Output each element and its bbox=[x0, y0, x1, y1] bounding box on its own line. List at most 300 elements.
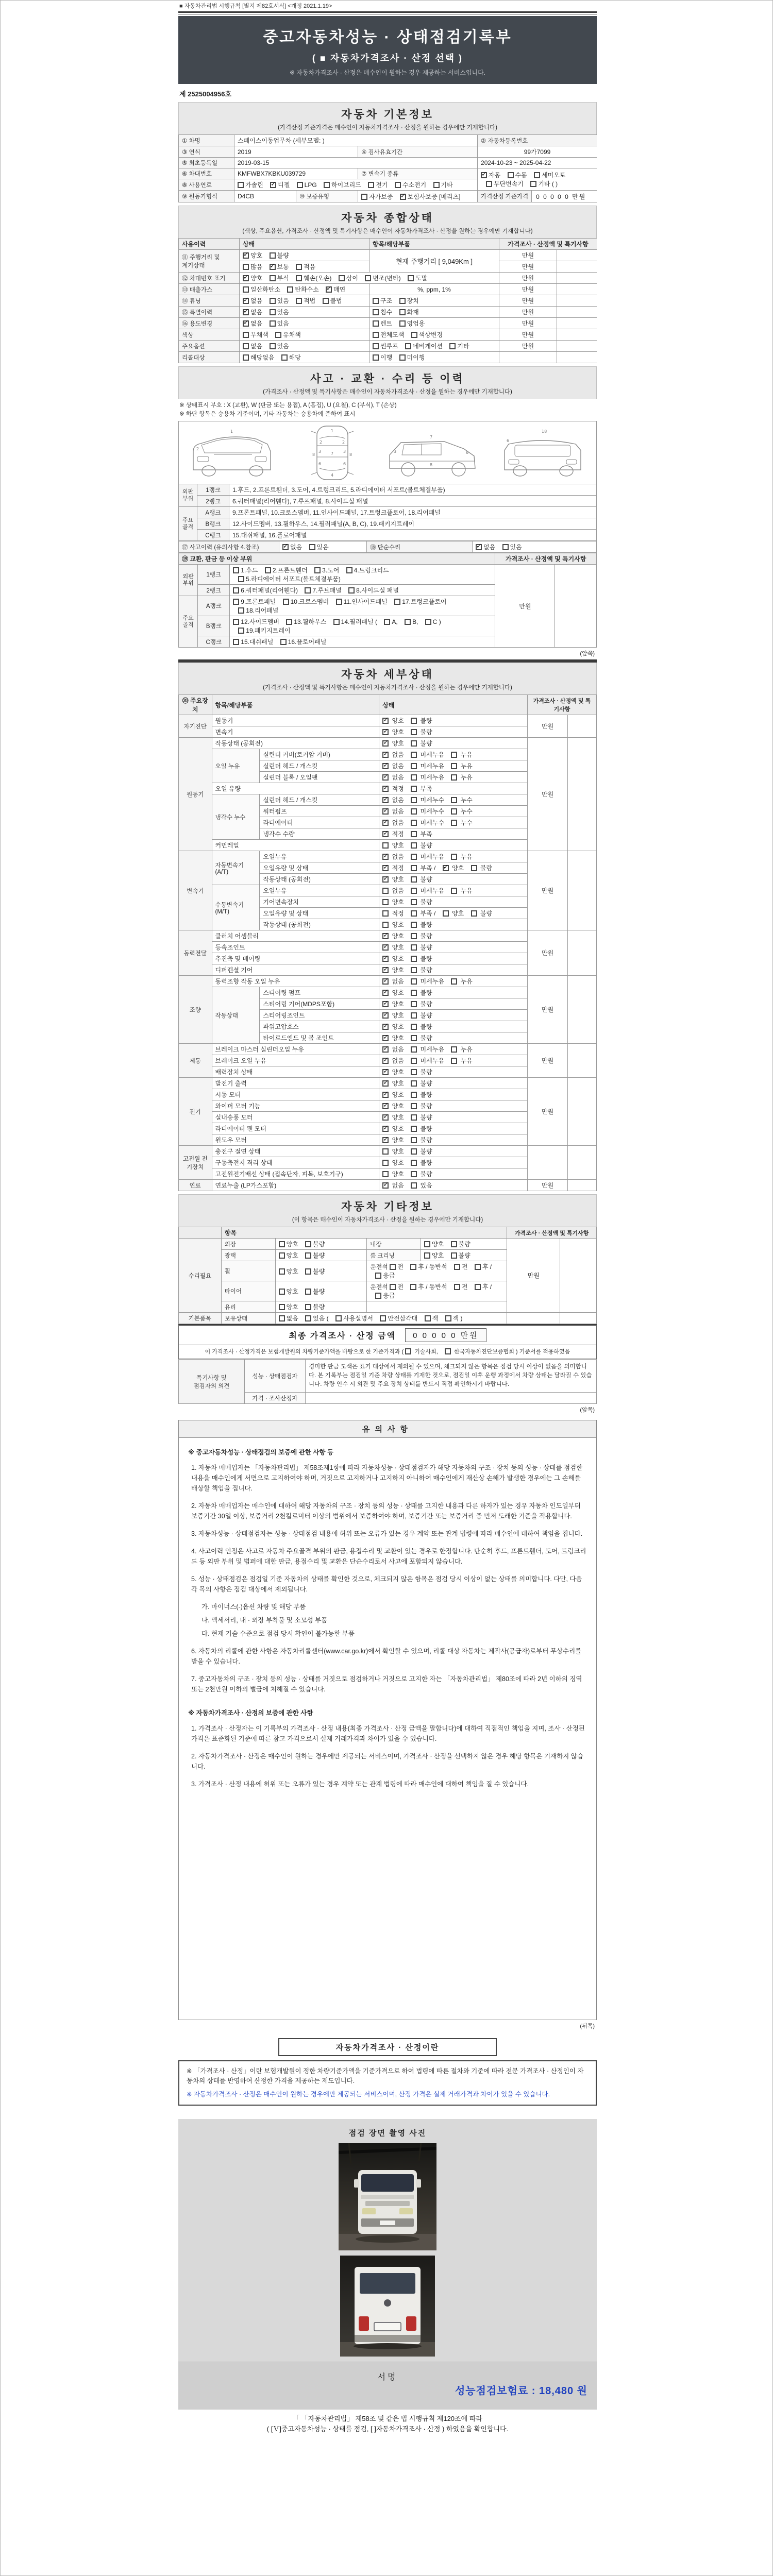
section-accident-title: 사고 · 교환 · 수리 등 이력 bbox=[310, 373, 465, 385]
engine-leak-item: 실린더 커버(로커암 커버) bbox=[260, 749, 379, 760]
steering-state: ✓ 양호 불량 bbox=[379, 987, 527, 998]
note-cell bbox=[557, 273, 597, 284]
legend-rankB-label: B랭크 bbox=[197, 518, 229, 530]
footer-confirmation bbox=[178, 2410, 597, 2434]
rank1-parts: 1.후드 2.프론트휀더 3.도어 4.트렁크리드 5.라디에이터 서포트(볼트체결부품) bbox=[230, 565, 495, 585]
steering-item: 타이로드엔드 및 볼 조인트 bbox=[260, 1032, 379, 1044]
legend-group-frame: 주요골격 bbox=[179, 507, 197, 541]
coolant-item: 워터펌프 bbox=[260, 806, 379, 817]
opinion-appraiser-label: 가격 · 조사산정자 bbox=[245, 1393, 306, 1404]
note-cell bbox=[560, 1239, 597, 1313]
reg-no-label: ② 자동차등록번호 bbox=[478, 135, 597, 146]
steering-state: ✓ 양호 불량 bbox=[379, 1010, 527, 1021]
note-cell bbox=[557, 284, 597, 295]
detail-h-state: 상태 bbox=[379, 695, 527, 715]
section-basic-subtitle: (가격산정 기준가격은 매수인이 자동차가격조사 · 산정을 원하는 경우에만 기재합니다) bbox=[278, 125, 497, 131]
opinion-appraiser-text bbox=[306, 1393, 597, 1404]
notices-title: 유의사항 bbox=[178, 1420, 597, 1438]
document-number: 제 2525004956호 bbox=[179, 90, 232, 98]
etc-table bbox=[178, 1227, 597, 1324]
fuel-value: 가솔린 ✓디젤 LPG 하이브리드 전기 수소전기 기타 bbox=[234, 179, 478, 191]
exchange-rank-table bbox=[178, 553, 597, 648]
etc-state-tire: 양호 불량 bbox=[275, 1281, 367, 1301]
etc-state-polish: 양호 불량 bbox=[275, 1250, 367, 1261]
svg-text:3: 3 bbox=[318, 449, 321, 454]
electric-item: 발전기 출력 bbox=[212, 1078, 379, 1089]
notice-item: 7. 중고자동차의 구조 · 장치 등의 성능 · 상태를 거짓으로 점검하거나 거짓으로 고지한 자는 「자동차관리법」 제80조에 따라 2년 이하의 징역 또는 2천만원 이하의 벌금에 처해질 수 있습니다. bbox=[191, 1675, 582, 1693]
notice-item: 4. 사고이력 인정은 사고로 자동차 주요골격 부위의 판금, 용접수리 및 교환이 있는 경우로 한정합니다. 단순히 후드, 프론트휀더, 도어, 트렁크리드 등 외판 부위 및 범퍼에 대한 판금, 용접수리 및 교환은 단순수리로서 사고에 포함되지 않습니다. bbox=[191, 1548, 586, 1565]
accident-history-row bbox=[178, 541, 597, 553]
steering-item: 스티어링 기어(MDPS포함) bbox=[260, 998, 379, 1010]
price-cell: 만원 bbox=[499, 318, 557, 329]
first-reg-value: 2019-03-15 bbox=[234, 158, 478, 168]
price-cell: 만원 bbox=[527, 851, 568, 930]
photo-section-title: 점검 장면 촬영 사진 bbox=[348, 2129, 427, 2138]
detail-h-device: ⑳ 주요장치 bbox=[179, 695, 212, 715]
powertrain-state: ✓ 양호 불량 bbox=[379, 930, 527, 942]
notices-section bbox=[178, 1420, 597, 2020]
svg-text:1: 1 bbox=[230, 429, 233, 434]
section-accident-subtitle: (가격조사 · 산정액 및 특기사항은 매수인이 자동차가격조사 · 산정을 원하는 경우에만 기재합니다) bbox=[263, 389, 512, 395]
accident-history-label: ⑰ 사고이력 (유의사항 4.참조) bbox=[179, 541, 279, 553]
svg-text:8: 8 bbox=[430, 462, 433, 467]
electric-state: ✓ 양호 불량 bbox=[379, 1123, 527, 1134]
price-cell: 만원 bbox=[527, 1078, 568, 1146]
note-cell bbox=[557, 307, 597, 318]
at-group: 자동변속기 (A/T) bbox=[212, 851, 260, 885]
inspection-period-value: 2024-10-23 ~ 2025-04-22 bbox=[478, 158, 597, 168]
fuel-group: 연료 bbox=[179, 1180, 212, 1191]
common-rail: 커먼레일 bbox=[212, 840, 379, 851]
note-cell bbox=[560, 1313, 597, 1324]
mileage-current: 현재 주행거리 [ 9,049Km ] bbox=[369, 250, 499, 273]
powertrain-item: 클러치 어셈블리 bbox=[212, 930, 379, 942]
svg-text:2: 2 bbox=[342, 439, 345, 445]
overall-h-item: 항목/해당부품 bbox=[369, 239, 499, 250]
svg-text:7: 7 bbox=[430, 434, 433, 439]
hv-item: 충전구 절연 상태 bbox=[212, 1146, 379, 1157]
final-price-value: 0 0 0 0 0 만원 bbox=[405, 1328, 486, 1342]
note-cell bbox=[557, 329, 597, 341]
electric-state: ✓ 양호 불량 bbox=[379, 1100, 527, 1112]
rankC-label: C랭크 bbox=[198, 636, 230, 648]
svg-text:6: 6 bbox=[318, 461, 321, 466]
note-cell bbox=[568, 1078, 597, 1146]
notice-item: 1. 가격조사 · 산정자는 이 기록부의 가격조사 · 산정 내용(최종 가격조사 · 산정 금액을 말합니다)에 대하여 직접적인 책임을 지며, 조사 · 산정된 가격은 표준화된 기준에 따른 참고 가격으로서 실제 거래가격과 차이가 있을 수 있습니다. bbox=[191, 1725, 585, 1742]
color-label: 색상 bbox=[179, 329, 240, 341]
overall-h-state: 상태 bbox=[240, 239, 369, 250]
note-cell bbox=[557, 261, 597, 273]
steering-leak: 동력조향 작동 오일 누유 bbox=[212, 976, 379, 987]
opinion-table bbox=[178, 1359, 597, 1404]
engine-oil-level-state: ✓ 적정 부족 bbox=[379, 783, 527, 794]
electric-group: 전기 bbox=[179, 1078, 212, 1146]
hv-state: 양호 불량 bbox=[379, 1168, 527, 1180]
selfdiag-group: 자기진단 bbox=[179, 715, 212, 738]
opinion-text: 경미한 판금 도색은 표기 대상에서 제외될 수 있으며, 체크되지 않은 항목은 점검 당시 이상이 없음을 의미합니다. 본 기록부는 점검일 기준 차량 상태를 기재한 것으로, 점검일 이후 운행 과정에서 차량 상태는 달라질 수 있습니다. 차량 인수 시 외관 및 주요 장치 상태를 반드시 직접 확인하시기 바랍니다. bbox=[306, 1360, 597, 1393]
notices-sub2: ※ 자동차가격조사 · 산정의 보증에 관한 사항 bbox=[188, 1709, 313, 1717]
rank1-label: 1랭크 bbox=[198, 565, 230, 585]
vin-mark-state: ✓ 양호 부식 훼손(오손) 상이 변조(변타) 도말 bbox=[240, 273, 499, 284]
coolant-item: 냉각수 수량 bbox=[260, 828, 379, 840]
price-cell bbox=[499, 352, 557, 363]
exchange-note-cell bbox=[555, 565, 597, 648]
steering-item: 스티어링 펌프 bbox=[260, 987, 379, 998]
common-rail-state: 양호 불량 bbox=[379, 840, 527, 851]
signature-bar bbox=[178, 2362, 597, 2410]
inspection-photo-front bbox=[339, 2143, 436, 2250]
rank-legend-table bbox=[178, 484, 597, 541]
special-history-label: ⑮ 특별이력 bbox=[179, 307, 240, 318]
powertrain-item: 추진축 및 베어링 bbox=[212, 953, 379, 964]
steering-state: ✓ 양호 불량 bbox=[379, 1032, 527, 1044]
price-cell: 만원 bbox=[527, 930, 568, 976]
section-etc bbox=[178, 1194, 597, 1227]
svg-text:8: 8 bbox=[349, 452, 352, 457]
section-accident bbox=[178, 366, 597, 399]
price-cell bbox=[527, 1146, 568, 1180]
powertrain-state: ✓ 양호 불량 bbox=[379, 953, 527, 964]
detail-h-item: 항목/해당부품 bbox=[212, 695, 379, 715]
hv-state: 양호 불량 bbox=[379, 1146, 527, 1157]
note-cell bbox=[568, 715, 597, 738]
rankB-parts: 12.사이드멤버 13.휠하우스 14.필러패널 ( A, B, C ) 19.패키지트레이 bbox=[230, 616, 495, 636]
etc-state-glass: 양호 불량 bbox=[275, 1301, 367, 1313]
mt-item: 기어변속장치 bbox=[260, 896, 379, 908]
mileage-state-1: ✓양호 불량 bbox=[240, 250, 369, 261]
price-cell: 만원 bbox=[527, 1044, 568, 1078]
at-item: 작동상태 (공회전) bbox=[260, 874, 379, 885]
electric-state: ✓ 양호 불량 bbox=[379, 1078, 527, 1089]
engine-type-value: D4CB bbox=[234, 191, 296, 202]
price-appraisal-box bbox=[178, 2060, 597, 2106]
svg-text:2: 2 bbox=[196, 446, 199, 451]
coolant-item: 실린더 헤드 / 개스킷 bbox=[260, 794, 379, 806]
note-cell bbox=[557, 295, 597, 307]
notice-item: 2. 자동차가격조사 · 산정은 매수인이 원하는 경우에만 제공되는 서비스이며, 가격조사 · 산정을 선택하지 않은 경우 해당 항목은 기재하지 않습니다. bbox=[191, 1753, 583, 1770]
legend-group-outer: 외판부위 bbox=[179, 484, 197, 507]
etc-state-exterior: 양호 불량 bbox=[275, 1239, 367, 1250]
simple-repair-state: ✓ 없음 있음 bbox=[473, 541, 597, 553]
svg-text:6: 6 bbox=[506, 438, 510, 443]
photo-section bbox=[178, 2119, 597, 2410]
tuning-state: ✓ 없음 있음 적법 불법 bbox=[240, 295, 369, 307]
svg-text:1: 1 bbox=[330, 428, 333, 433]
engine-idle-state: ✓ 양호 불량 bbox=[379, 738, 527, 749]
mt-state: 양호 불량 bbox=[379, 896, 527, 908]
recall-label: 리콜대상 bbox=[179, 352, 240, 363]
footer-line-1: 「 「자동차관리법」 제58조 및 같은 법 시행규칙 제120조에 따라 bbox=[293, 2415, 482, 2423]
selfdiag-transmission: 변속기 bbox=[212, 726, 379, 738]
rank2-parts: 6.쿼터패널(리어휀다) 7.루브패널 8.사이드실 패널 bbox=[230, 585, 495, 596]
fuel-state: ✓ 없음 있음 bbox=[379, 1180, 527, 1191]
price-cell: 만원 bbox=[527, 738, 568, 851]
car-diagram-front-quarter-icon bbox=[184, 425, 281, 481]
car-diagram-rear-quarter-icon bbox=[494, 425, 591, 481]
section-detail bbox=[178, 663, 597, 694]
at-item: 오일누유 bbox=[260, 851, 379, 862]
mt-state: 양호 불량 bbox=[379, 919, 527, 930]
hv-group: 고전원 전기장치 bbox=[179, 1146, 212, 1180]
double-rule bbox=[178, 11, 597, 14]
hold-state-label: 보유상태 bbox=[221, 1313, 275, 1324]
electric-item: 윈도우 모터 bbox=[212, 1134, 379, 1146]
recall-detail: 이행 미이행 bbox=[369, 352, 499, 363]
etc-item-exterior: 외장 bbox=[221, 1239, 275, 1250]
price-cell: 만원 bbox=[499, 273, 557, 284]
frame-group: 주요골격 bbox=[179, 596, 198, 648]
section-basic-title: 자동차 기본정보 bbox=[341, 109, 434, 121]
engine-group: 원동기 bbox=[179, 738, 212, 851]
price-cell: 만원 bbox=[527, 976, 568, 1044]
coolant-item: 라디에이터 bbox=[260, 817, 379, 828]
brake-state: ✓ 양호 불량 bbox=[379, 1066, 527, 1078]
outer-panel-group: 외판부위 bbox=[179, 565, 198, 596]
rankC-parts: 15.대쉬패널 16.플로어패널 bbox=[230, 636, 495, 648]
brake-item: 브레이크 오일 누유 bbox=[212, 1055, 379, 1066]
legend-rankC-label: C랭크 bbox=[197, 530, 229, 541]
year-value: 2019 bbox=[234, 146, 358, 158]
etc-h-blank bbox=[179, 1227, 222, 1239]
state-symbol-note-1: ※ 상태표시 부호 : X (교환), W (판금 또는 용접), A (흠집), U (요철), C (부식), T (손상) bbox=[179, 402, 397, 409]
etc-item-interior: 내장 bbox=[367, 1239, 421, 1250]
note-cell bbox=[568, 1044, 597, 1078]
notice-item: 2. 자동차 매매업자는 매수인에 대하여 해당 자동차의 구조 · 장치 등의 성능 · 상태를 고지한 내용과 다른 하자가 있는 경우 자동차 인도일부터 보증기간 30일 이상, 보증거리 2천킬로미터 이상의 범위에서 보증하여야 하며, 보증기간 또는 보증거리 중 먼저 도래한 기준을 적용합니다. bbox=[191, 1502, 581, 1520]
basic-info-table bbox=[178, 134, 597, 202]
document-title: 중고자동차성능 · 상태점검기록부 bbox=[263, 29, 512, 46]
price-appraisal-text-1: ※ 「가격조사 · 산정」이란 보험개발원이 정한 차량기준가액을 기준가격으로 하여 법령에 따른 절차와 기준에 따라 전문 가격조사 · 산정인이 자동차의 상태를 반영하여 산정한 가격을 제공하는 제도입니다. bbox=[187, 2067, 584, 2085]
electric-item: 시동 모터 bbox=[212, 1089, 379, 1100]
notice-subitem: 가. 마이너스(-)옵션 차량 및 해당 부품 bbox=[201, 1603, 306, 1611]
hv-item: 고전원전기배선 상태 (접속단자, 피복, 보호기구) bbox=[212, 1168, 379, 1180]
electric-item: 와이퍼 모터 기능 bbox=[212, 1100, 379, 1112]
price-cell: 만원 bbox=[499, 307, 557, 318]
overall-table bbox=[178, 238, 597, 363]
base-price-label: 가격산정 기준가격 bbox=[478, 191, 532, 202]
powertrain-group: 동력전달 bbox=[179, 930, 212, 976]
section-detail-title: 자동차 세부상태 bbox=[341, 669, 434, 681]
steering-leak-state: ✓ 없음 미세누유 누유 bbox=[379, 976, 527, 987]
engine-idle: 작동상태 (공회전) bbox=[212, 738, 379, 749]
steering-op-group: 작동상태 bbox=[212, 987, 260, 1044]
use-change-label: ⑯ 용도변경 bbox=[179, 318, 240, 329]
etc-item-tire: 타이어 bbox=[221, 1281, 275, 1301]
engine-leak-state: ✓ 없음 미세누유 누유 bbox=[379, 749, 527, 760]
use-change-state: ✓ 없음 있음 bbox=[240, 318, 369, 329]
etc-item-wheel: 휠 bbox=[221, 1261, 275, 1281]
notices-body bbox=[178, 1438, 597, 2020]
engine-oil-leak-group: 오일 누유 bbox=[212, 749, 260, 783]
notice-item: 3. 가격조사 · 산정 내용에 허위 또는 오류가 있는 경우 계약 또는 관계 법령에 따라 매수인에 대하여 책임을 질 수 있습니다. bbox=[191, 1781, 529, 1788]
note-cell bbox=[557, 250, 597, 261]
note-cell bbox=[557, 352, 597, 363]
at-item: 오일유량 및 상태 bbox=[260, 862, 379, 874]
brake-state: ✓ 없음 미세누유 누유 bbox=[379, 1055, 527, 1066]
vin-label: ⑥ 차대번호 bbox=[179, 168, 234, 179]
engine-coolant-group: 냉각수 누수 bbox=[212, 794, 260, 840]
note-cell bbox=[568, 1146, 597, 1180]
note-cell bbox=[568, 930, 597, 976]
car-diagram-side-icon bbox=[383, 426, 481, 480]
note-cell bbox=[568, 1180, 597, 1191]
price-cell: 만원 bbox=[507, 1239, 560, 1313]
basic-items-group: 기본품목 bbox=[179, 1313, 222, 1324]
special-history-detail: 침수 화재 bbox=[369, 307, 499, 318]
document-column bbox=[178, 1, 597, 2576]
price-cell: 만원 bbox=[499, 329, 557, 341]
price-appraisal-text-2: ※ 자동차가격조사 · 산정은 매수인이 원하는 경우에만 제공되는 서비스이며, 산정 가격은 실제 거래가격과 차이가 있을 수 있습니다. bbox=[187, 2090, 550, 2098]
electric-state: ✓ 양호 불량 bbox=[379, 1089, 527, 1100]
legend-rank2-parts: 6.쿼터패널(리어휀다), 7.루프패널, 8.사이드실 패널 bbox=[229, 496, 597, 507]
section-detail-subtitle: (가격조사 · 산정액 및 특기사항은 매수인이 자동차가격조사 · 산정을 원하는 경우에만 기재합니다) bbox=[263, 685, 512, 691]
engine-oil-level: 오일 유량 bbox=[212, 783, 379, 794]
mileage-label: ⑪ 주행거리 및 계기상태 bbox=[179, 250, 240, 273]
svg-text:6: 6 bbox=[466, 450, 469, 455]
accident-history-state: ✓ 없음 있음 bbox=[279, 541, 367, 553]
etc-state-wheel: 양호 불량 bbox=[275, 1261, 367, 1281]
form-reference: ■ 자동차관리법 시행규칙 [별지 제82호서식] <개정 2021.1.19> bbox=[179, 3, 332, 9]
state-symbol-notes bbox=[179, 401, 597, 419]
steering-state: ✓ 양호 불량 bbox=[379, 1021, 527, 1032]
section-etc-title: 자동차 기타정보 bbox=[341, 1201, 434, 1213]
legend-rankA-label: A랭크 bbox=[197, 507, 229, 518]
base-price-value: 0 0 0 0 0 만원 bbox=[536, 193, 586, 200]
powertrain-item: 등속조인트 bbox=[212, 942, 379, 953]
vin-value: KMFWBX7KBKU039729 bbox=[234, 168, 358, 179]
simple-repair-label: ⑱ 단순수리 bbox=[367, 541, 473, 553]
hv-item: 구동축전지 격리 상태 bbox=[212, 1157, 379, 1168]
fuel-label: ⑧ 사용연료 bbox=[179, 179, 234, 191]
rankA-label: A랭크 bbox=[198, 596, 230, 616]
reg-no-value: 99가7099 bbox=[478, 146, 597, 158]
overall-h-price: 가격조사 · 산정액 및 특기사항 bbox=[499, 239, 597, 250]
final-price-row bbox=[178, 1324, 597, 1345]
emission-label: ⑬ 배출가스 bbox=[179, 284, 240, 295]
electric-state: ✓ 양호 불량 bbox=[379, 1112, 527, 1123]
inspection-photo-rear bbox=[340, 2256, 435, 2357]
coolant-level-state: ✓ 적정 부족 bbox=[379, 828, 527, 840]
svg-text:18: 18 bbox=[541, 429, 547, 434]
steering-item: 스티어링조인트 bbox=[260, 1010, 379, 1021]
steering-state: ✓ 양호 불량 bbox=[379, 998, 527, 1010]
price-cell: 만원 bbox=[499, 341, 557, 352]
steering-item: 파워고압호스 bbox=[260, 1021, 379, 1032]
exchange-title: ⑲ 교환, 판금 등 이상 부위 bbox=[179, 553, 495, 565]
svg-text:2: 2 bbox=[319, 439, 322, 445]
section-overall bbox=[178, 206, 597, 238]
mileage-state-2: 많음 ✓보통 적음 bbox=[240, 261, 369, 273]
powertrain-item: 디퍼렌셜 기어 bbox=[212, 964, 379, 976]
legend-rankA-parts: 9.프론트패널, 10.크로스멤버, 11.인사이드패널, 17.트렁크플로어, 18.리어패널 bbox=[229, 507, 597, 518]
electric-item: 실내송풍 모터 bbox=[212, 1112, 379, 1123]
final-price-label: 최종 가격조사 · 산정 금액 bbox=[289, 1332, 396, 1341]
year-label: ③ 연식 bbox=[179, 146, 234, 158]
transmission-value: ✓ 자동 수동 세미오토 무단변속기 기타 ( ) bbox=[478, 168, 597, 191]
footer-line-2: ( [Ｖ]중고자동차성능 · 상태를 점검, [ ]자동차가격조사 · 산정 ) 하였음을 확인합니다. bbox=[266, 2425, 509, 2433]
emission-state: 일산화탄소 탄화수소 ✓매연 bbox=[240, 284, 369, 295]
exchange-price-cell: 만원 bbox=[495, 565, 555, 648]
detail-h-price: 가격조사 · 산정액 및 특기사항 bbox=[527, 695, 596, 715]
engine-leak-item: 실린더 헤드 / 개스킷 bbox=[260, 760, 379, 772]
notice-subitem: 다. 현재 기술 수준으로 점검 당시 확인이 불가능한 부품 bbox=[201, 1630, 355, 1637]
svg-text:4: 4 bbox=[330, 472, 333, 478]
etc-state-interior: 양호 불량 bbox=[421, 1239, 507, 1250]
price-cell: 만원 bbox=[527, 1180, 568, 1191]
engine-leak-state: ✓ 없음 미세누유 누유 bbox=[379, 760, 527, 772]
mt-group: 수동변속기 (M/T) bbox=[212, 885, 260, 930]
state-symbol-note-2: ※ 하단 항목은 승용차 기준이며, 기타 자동차는 승용차에 준하여 표시 bbox=[179, 411, 356, 417]
price-cell: 만원 bbox=[527, 715, 568, 738]
price-appraisal-box-title: 자동차가격조사 · 산정이란 bbox=[278, 2038, 497, 2056]
mt-item: 오일누유 bbox=[260, 885, 379, 896]
coolant-state: ✓ 없음 미세누수 누수 bbox=[379, 806, 527, 817]
coolant-state: ✓ 없음 미세누수 누수 bbox=[379, 817, 527, 828]
note-cell bbox=[557, 341, 597, 352]
price-cell: 만원 bbox=[499, 261, 557, 273]
transmission-label: ⑦ 변속기 종류 bbox=[358, 168, 478, 179]
options-detail: 썬루프 네비게이션 기타 bbox=[369, 341, 499, 352]
note-cell bbox=[568, 851, 597, 930]
svg-text:8: 8 bbox=[312, 452, 315, 457]
tuning-label: ⑭ 튜닝 bbox=[179, 295, 240, 307]
price-cell bbox=[507, 1313, 560, 1324]
notice-item: 6. 자동차의 리콜에 관한 사항은 자동차리콜센터(www.car.go.kr)에서 확인할 수 있으며, 리콜 대상 자동차는 제작사(공급자)로부터 무상수리를 받을 수 있습니다. bbox=[191, 1648, 582, 1665]
mt-state: 적정 부족 / 양호 불량 bbox=[379, 908, 527, 919]
section-etc-subtitle: (이 항목은 매수인이 자동차가격조사 · 산정을 원하는 경우에만 기재합니다) bbox=[292, 1217, 483, 1223]
page-marker-front-2: (앞쪽) bbox=[580, 1407, 595, 1413]
at-state: ✓ 양호 불량 bbox=[379, 874, 527, 885]
etc-glass-blank bbox=[367, 1301, 507, 1313]
mt-item: 오일유량 및 상태 bbox=[260, 908, 379, 919]
brake-group: 제동 bbox=[179, 1044, 212, 1078]
powertrain-state: ✓ 양호 불량 bbox=[379, 942, 527, 953]
vin-mark-label: ⑫ 차대번호 표기 bbox=[179, 273, 240, 284]
page-marker-back: (뒤쪽) bbox=[580, 2023, 595, 2029]
section-overall-subtitle: (색상, 주요옵션, 가격조사 · 산정액 및 특기사항은 매수인이 자동차가격조사 · 산정을 원하는 경우에만 기재합니다) bbox=[242, 228, 533, 234]
tuning-detail: 구조 장치 bbox=[369, 295, 499, 307]
document-subtitle: ( ■ 자동차가격조사 · 산정 선택 ) bbox=[312, 53, 463, 63]
etc-h-item: 항목 bbox=[221, 1227, 507, 1239]
legend-rankC-parts: 15.대쉬패널, 16.플로어패널 bbox=[229, 530, 597, 541]
brake-item: 브레이크 마스터 실린더오일 누유 bbox=[212, 1044, 379, 1055]
svg-text:7: 7 bbox=[330, 451, 333, 456]
svg-text:3: 3 bbox=[343, 449, 346, 454]
options-state: 없음 있음 bbox=[240, 341, 369, 352]
notice-item: 5. 성능 · 상태점검은 점검일 기준 자동차의 상태를 확인한 것으로, 체크되지 않은 항목은 점검 당시 이상이 없는 상태를 의미합니다. 다만, 다음 각 목의 사항은 점검 대상에서 제외됩니다. bbox=[191, 1575, 582, 1593]
selfdiag-engine-state: ✓ 양호 불량 bbox=[379, 715, 527, 726]
first-reg-label: ⑤ 최초등록일 bbox=[179, 158, 234, 168]
hold-state-value: 없음 있음 ( 사용설명서 안전삼각대 잭 잭 ) bbox=[275, 1313, 507, 1324]
price-cell: 만원 bbox=[499, 250, 557, 261]
notice-subitem: 나. 액세서리, 내 · 외장 부착물 및 소모성 부품 bbox=[201, 1617, 328, 1624]
steering-group: 조향 bbox=[179, 976, 212, 1044]
section-overall-title: 자동차 종합상태 bbox=[341, 212, 434, 224]
etc-wheel-detail: 운전석 전 후 / 동반석 전 후 / 응급 bbox=[367, 1261, 507, 1281]
warranty-type-label: ⑩ 보증유형 bbox=[296, 191, 358, 202]
electric-state: ✓ 양호 불량 bbox=[379, 1134, 527, 1146]
legend-rank2-label: 2랭크 bbox=[197, 496, 229, 507]
fuel-item: 연료누출 (LP가스포함) bbox=[212, 1180, 379, 1191]
document-header bbox=[178, 16, 597, 84]
use-change-detail: 렌트 영업용 bbox=[369, 318, 499, 329]
warranty-type-value: 자가보증 ✓보험사보증 [메리츠] bbox=[358, 191, 478, 202]
note-cell bbox=[557, 318, 597, 329]
detail-table bbox=[178, 694, 597, 1191]
notice-item: 1. 자동차 매매업자는 「자동차관리법」 제58조제1항에 따라 자동차성능 · 상태점검자가 해당 자동차의 구조 · 장치 등의 성능 · 상태를 점검한 내용을 매수인에게 서면으로 고지하여야 하며, 거짓으로 고지하거나 고지하지 아니하여 매수인에게 재산상 손해가 발생한 경우에는 그 손해를 배상할 책임을 집니다. bbox=[191, 1464, 583, 1492]
etc-item-roomcleaning: 룸 크리닝 bbox=[367, 1250, 421, 1261]
brake-state: ✓ 없음 미세누유 누유 bbox=[379, 1044, 527, 1055]
engine-leak-item: 실린더 블록 / 오일팬 bbox=[260, 772, 379, 783]
